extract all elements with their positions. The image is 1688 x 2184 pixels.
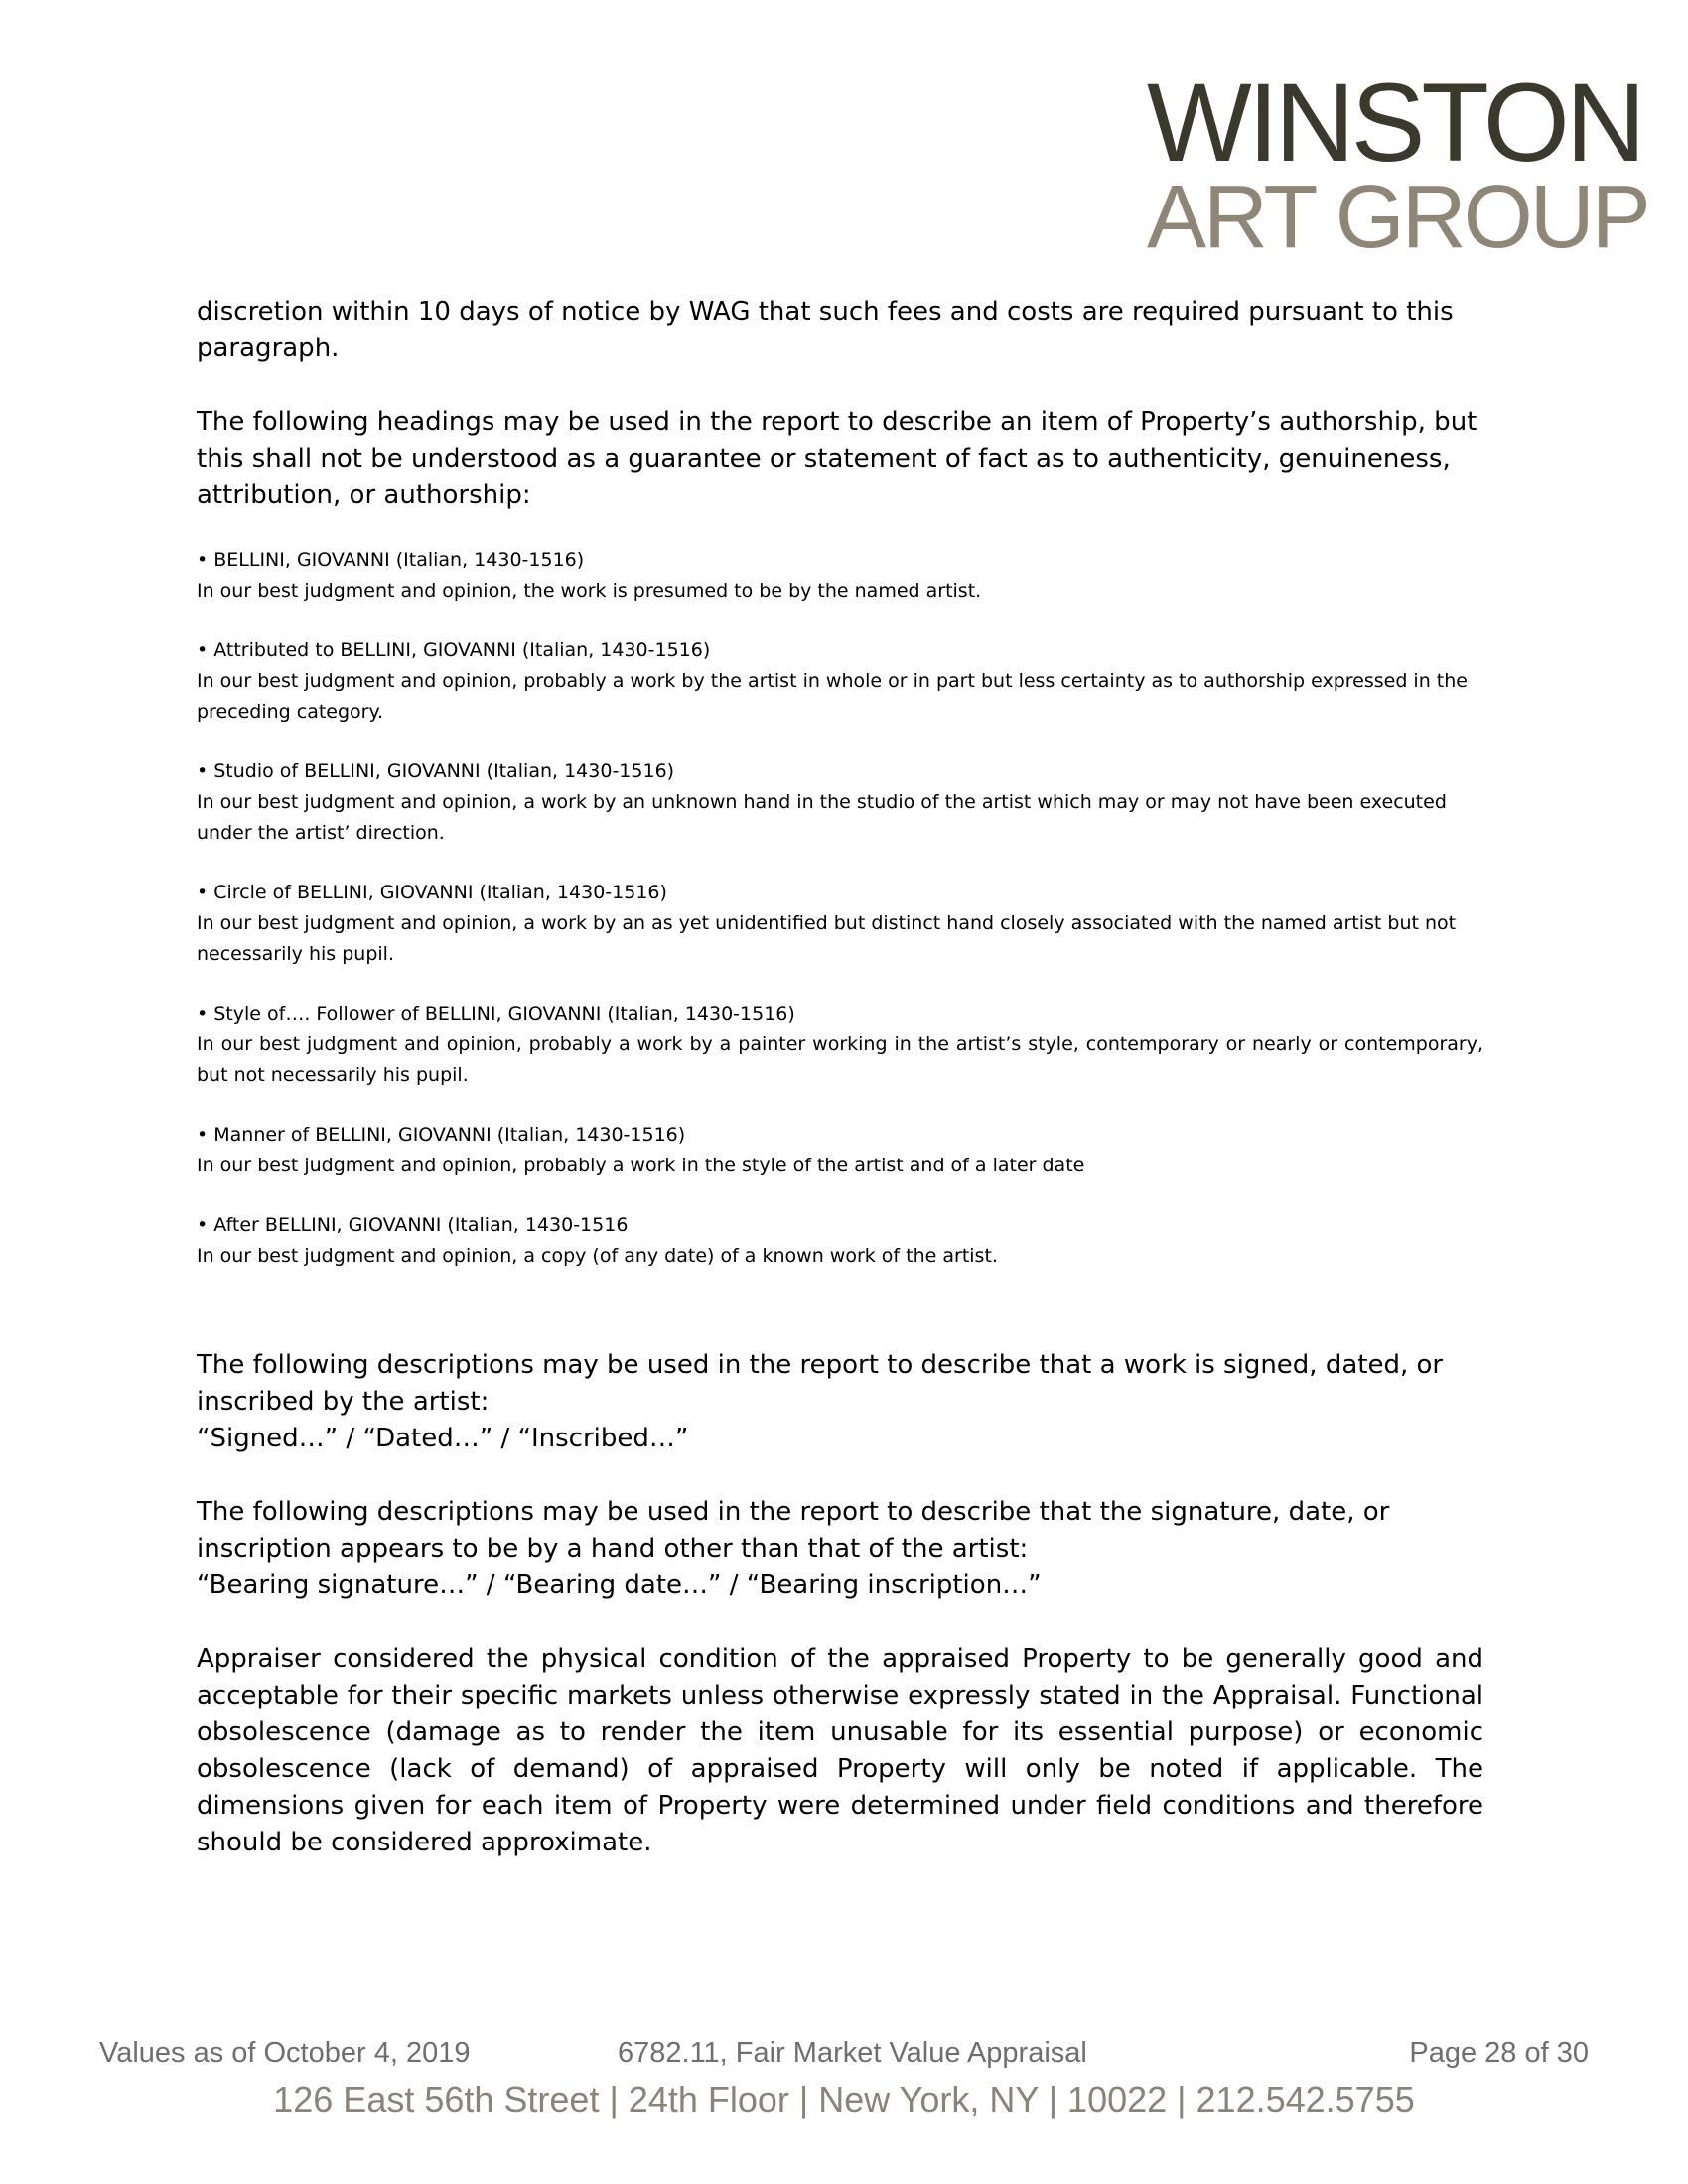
authorship-entry <box>197 635 1483 728</box>
entry-description: In our best judgment and opinion, probably a work by the artist in whole or in part but less certainty as to authorship expressed in the preceding category. <box>197 670 1468 723</box>
signed-descriptions-quote: “Signed…” / “Dated…” / “Inscribed…” <box>197 1424 689 1453</box>
footer-address: 126 East 56th Street | 24th Floor | New York, NY | 10022 | 212.542.5755 <box>273 2079 1415 2119</box>
authorship-entry <box>197 1210 1483 1272</box>
signed-descriptions-text: The following descriptions may be used in the report to describe that a work is signed, dated, or inscribed by the artist: <box>197 1350 1444 1417</box>
paragraph-condition: Appraiser considered the physical condition of the appraised Property to be generally good and acceptable for their specific markets unless otherwise expressly stated in the Appraisal. Functional obsolescence (damage as to render the item unusable for its essential purpose) or economic obsolescence (lack of demand) of appraised Property will only be noted if applicable. The dimensions given for each item of Property were determined under field conditions and therefore should be considered approximate. <box>197 1644 1483 1857</box>
logo-line-art-group: ART GROUP <box>1147 168 1648 267</box>
logo-line-winston: WINSTON <box>1147 61 1642 185</box>
entry-description: In our best judgment and opinion, a work by an as yet unidentified but distinct hand closely associated with the named artist but not necessarily his pupil. <box>197 912 1457 965</box>
document-body <box>197 294 1483 1898</box>
entry-heading: • Attributed to BELLINI, GIOVANNI (Italian, 1430-1516) <box>197 639 711 661</box>
paragraph-authorship-headings: The following headings may be used in the report to describe an item of Property’s authorship, but this shall not be understood as a guarantee or statement of fact as to authenticity, genuineness, attribution, or authorship: <box>197 407 1477 510</box>
company-logo <box>1147 61 1648 267</box>
entry-description: In our best judgment and opinion, probably a work in the style of the artist and of a later date <box>197 1155 1085 1176</box>
bearing-descriptions-text: The following descriptions may be used in the report to describe that the signature, date, or inscription appears to be by a hand other than that of the artist: <box>197 1497 1390 1564</box>
footer-values-date: Values as of October 4, 2019 <box>99 2037 471 2069</box>
entry-description: In our best judgment and opinion, the work is presumed to be by the named artist. <box>197 580 982 602</box>
entry-description: In our best judgment and opinion, a copy (of any date) of a known work of the artist. <box>197 1245 998 1267</box>
entry-description: In our best judgment and opinion, probably a work by a painter working in the artist’s style, contemporary or nearly or contemporary, but not necessarily his pupil. <box>197 1033 1483 1086</box>
entry-heading: • Manner of BELLINI, GIOVANNI (Italian, 1430-1516) <box>197 1124 686 1146</box>
paragraph-bearing-descriptions <box>197 1494 1483 1604</box>
entry-description: In our best judgment and opinion, a work by an unknown hand in the studio of the artist which may or may not have been executed under the artist’ direction. <box>197 791 1447 844</box>
entry-heading: • Circle of BELLINI, GIOVANNI (Italian, 1430-1516) <box>197 882 667 903</box>
authorship-entry <box>197 545 1483 607</box>
authorship-entry <box>197 878 1483 970</box>
paragraph-signed-descriptions <box>197 1347 1483 1457</box>
entry-heading: • After BELLINI, GIOVANNI (Italian, 1430-1516 <box>197 1214 629 1236</box>
authorship-entry <box>197 756 1483 849</box>
paragraph-discretion: discretion within 10 days of notice by WAG that such fees and costs are required pursuant to this paragraph. <box>197 297 1454 363</box>
authorship-entry <box>197 999 1483 1091</box>
authorship-entries <box>197 545 1483 1272</box>
footer-report-id: 6782.11, Fair Market Value Appraisal <box>618 2037 1087 2069</box>
entry-heading: • BELLINI, GIOVANNI (Italian, 1430-1516) <box>197 549 585 571</box>
entry-heading: • Studio of BELLINI, GIOVANNI (Italian, 1430-1516) <box>197 760 675 782</box>
authorship-entry <box>197 1120 1483 1181</box>
bearing-descriptions-quote: “Bearing signature…” / “Bearing date…” / “Bearing inscription…” <box>197 1570 1042 1600</box>
footer-page-number: Page 28 of 30 <box>1409 2037 1589 2069</box>
entry-heading: • Style of…. Follower of BELLINI, GIOVANNI (Italian, 1430-1516) <box>197 1003 795 1024</box>
footer-info-row <box>0 2037 1688 2073</box>
